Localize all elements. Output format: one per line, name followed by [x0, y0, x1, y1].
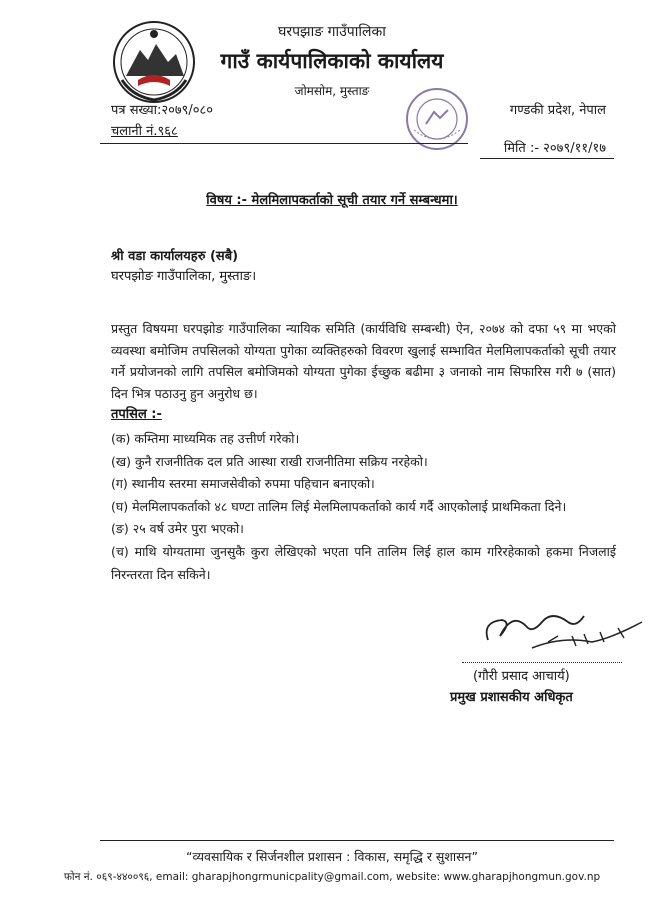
letter-body: प्रस्तुत विषयमा घरपझोङ गाउँपालिका न्यायिक समिति (कार्यविधि सम्बन्धी) ऐन, २०७४ को दफा ५९ मा भएको व्यवस्था बमोजिम तपसिलको योग्यता पुगेका व्यक्तिहरुको विवरण खुलाई सम्भावित मेलमिलापकर्ताको सूची तयार गर्ने प्रयोजनको लागि तपसिल बमोजिमको योग्यता पुगेका ईच्छुक बढीमा ३ जनाको नाम सिफारिस गरी ७ (सात) दिन भित्र पठाउनु हुन अनुरोध छ।	[111, 321, 616, 401]
letter-date: मिति :- २०७९/११/१७	[503, 141, 606, 156]
letterhead-municipality: घरपझाङ गाउँपालिका	[278, 24, 386, 40]
addressee-place: घरपझोङ गाउँपालिका, मुस्ताङ।	[111, 269, 257, 284]
letterhead-location: जोमसोम, मुस्ताङ	[294, 84, 370, 98]
footer-slogan: “व्यवसायिक र सिर्जनशील प्रशासन : विकास, समृद्धि र सुशासन”	[186, 849, 478, 864]
date-underline	[480, 158, 614, 159]
list-item: (ख) कुनै राजनीतिक दल प्रति आस्था राखी राजनीतिमा सक्रिय नरहेको।	[111, 453, 428, 469]
header-rule	[100, 143, 468, 144]
tapasil-heading: तपसिल :-	[111, 407, 162, 422]
province-label: गण्डकी प्रदेश, नेपाल	[509, 103, 606, 118]
list-item: (ग) स्थानीय स्तरमा समाजसेवीको रुपमा पहिचान बनाएको।	[111, 476, 375, 492]
list-item: (च) माथि योग्यतामा जुनसुकै कुरा लेखिएको भएता पनि तालिम लिई हाल काम गरिरहेकाको हकमा निजलाई निरन्तरता दिन सकिने।	[111, 543, 616, 582]
handwritten-signature	[472, 592, 652, 662]
footer-contact: फोन नं. ०६९-४४००९६, email: gharapjhongrmunicpality@gmail.com, website: www.gharapjhongmun.gov.np	[63, 871, 601, 883]
list-item: (घ) मेलमिलापकर्ताको ४८ घण्टा तालिम लिई मेलमिलापकर्ताको कार्य गर्दै आएकोलाई प्राथमिकता दिने।	[111, 498, 567, 514]
letterhead-office: गाउँ कार्यपालिकाको कार्यालय	[220, 49, 444, 73]
signature-line	[462, 662, 622, 663]
list-item: (ङ) २५ वर्ष उमेर पुरा भएको।	[111, 521, 244, 537]
footer-rule	[100, 840, 614, 841]
signatory-title: प्रमुख प्रशासकीय अधिकृत	[450, 690, 573, 705]
addressee-name: श्री वडा कार्यालयहरु (सबै)	[111, 249, 239, 264]
list-item: (क) कम्तिमा माध्यमिक तह उत्तीर्ण गरेको।	[111, 431, 300, 446]
signatory-name: (गौरी प्रसाद आचार्य)	[473, 669, 570, 684]
letter-subject: विषय :- मेलमिलापकर्ताको सूची तयार गर्ने सम्बन्धमा।	[206, 193, 458, 208]
tapasil-list	[111, 428, 616, 586]
dispatch-number: चलानी नं.९६८	[111, 124, 178, 139]
reference-number: पत्र सख्या:२०७९/०८०	[111, 103, 214, 118]
